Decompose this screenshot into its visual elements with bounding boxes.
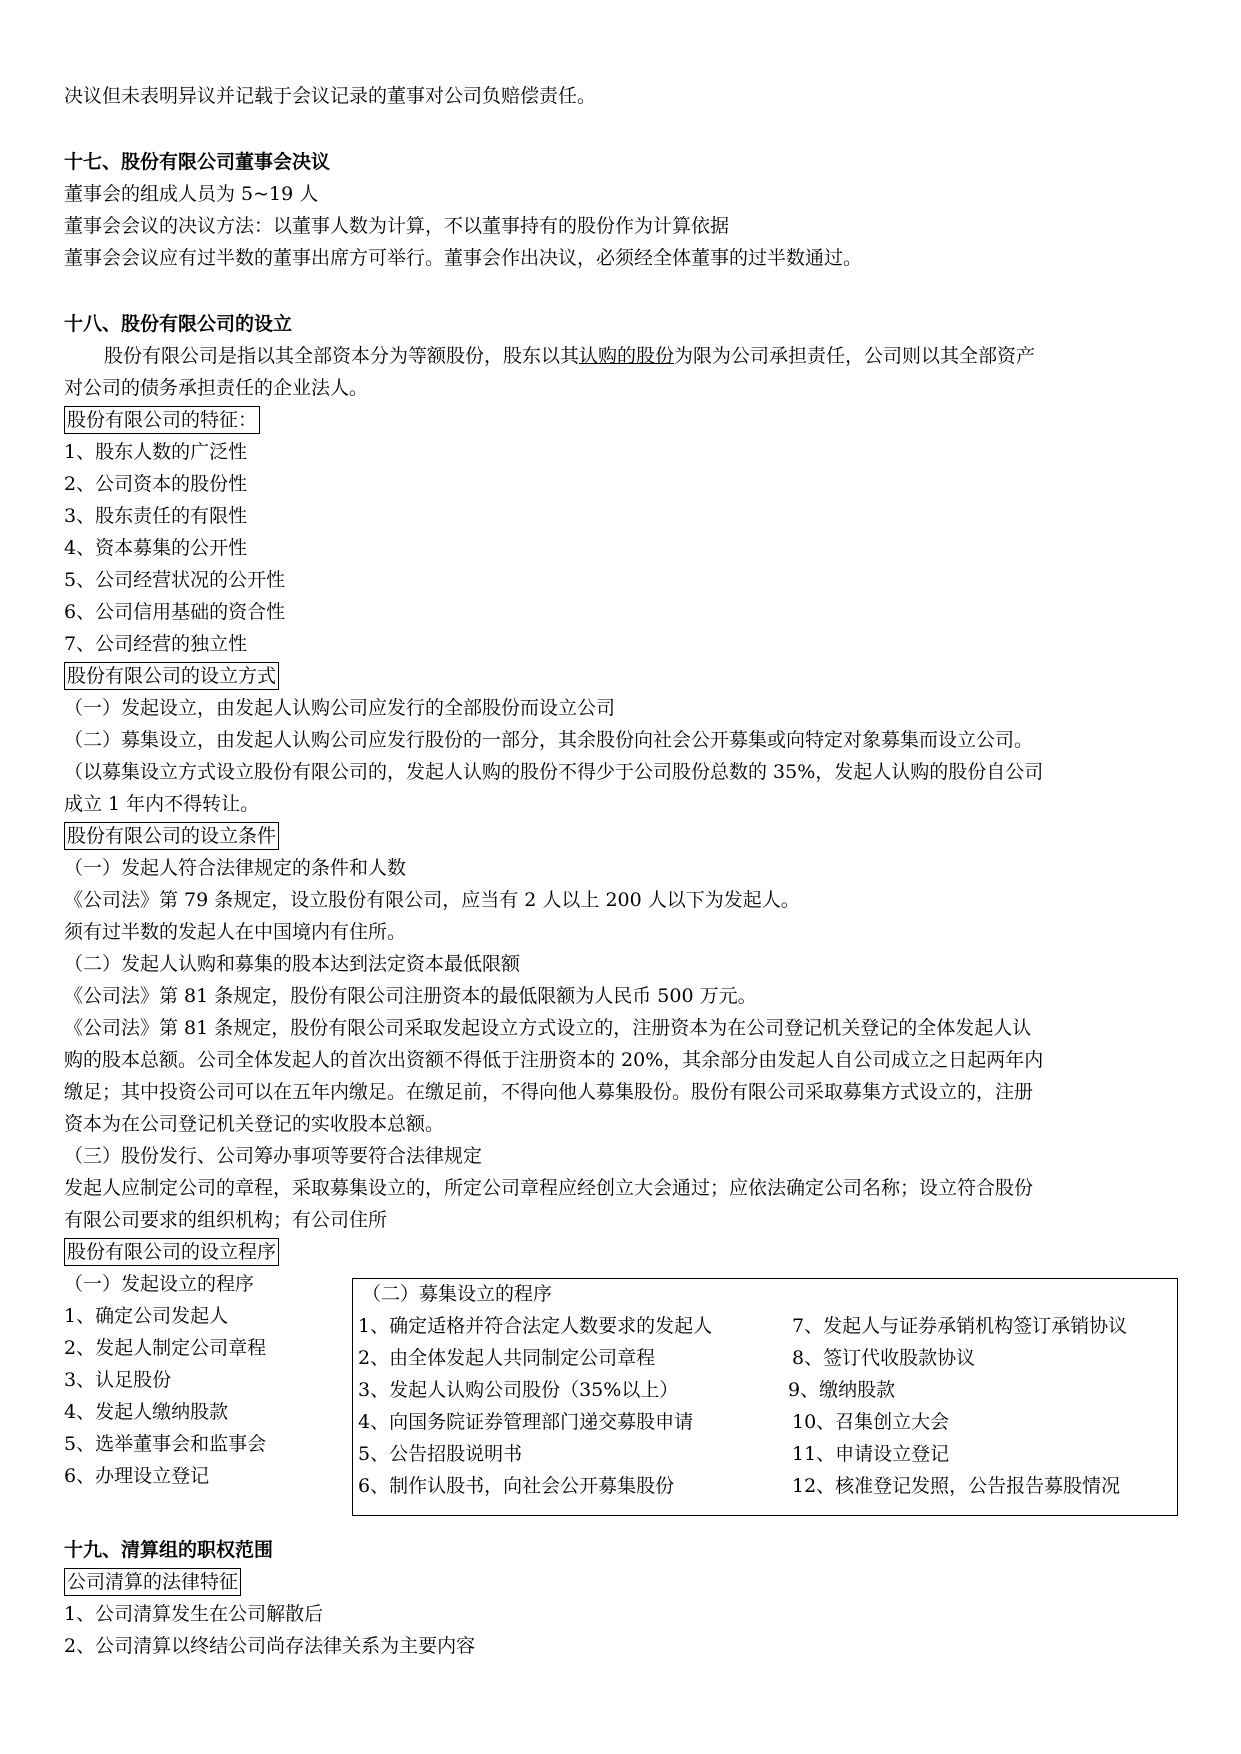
- s18-definition-line-1: [104, 344, 1035, 368]
- condition-line: 有限公司要求的组织机构；有公司住所: [64, 1209, 388, 1231]
- offering-procedure-title: （二）募集设立的程序: [362, 1283, 553, 1305]
- offering-step: 1、确定适格并符合法定人数要求的发起人: [358, 1315, 713, 1337]
- feature-item: 2、公司资本的股份性: [64, 473, 248, 495]
- feature-item: 1、股东人数的广泛性: [64, 441, 248, 463]
- offering-step: 6、制作认股书，向社会公开募集股份: [358, 1475, 675, 1497]
- condition-line: 《公司法》第 81 条规定，股份有限公司注册资本的最低限额为人民币 500 万元。: [64, 985, 757, 1007]
- section-19-heading: 十九、清算组的职权范围: [64, 1539, 274, 1561]
- method-line: （一）发起设立，由发起人认购公司应发行的全部股份而设立公司: [64, 697, 616, 719]
- feature-item: 4、资本募集的公开性: [64, 537, 248, 559]
- procedure-title: [64, 1238, 279, 1266]
- liquidation-item: 1、公司清算发生在公司解散后: [64, 1603, 324, 1625]
- methods-title: [64, 662, 279, 690]
- offering-step: 11、申请设立登记: [792, 1443, 950, 1465]
- s17-line: 董事会的组成人员为 5~19 人: [64, 183, 319, 205]
- promotion-procedure-title: （一）发起设立的程序: [64, 1273, 255, 1295]
- feature-item: 5、公司经营状况的公开性: [64, 569, 286, 591]
- condition-line: （二）发起人认购和募集的股本达到法定资本最低限额: [64, 953, 521, 975]
- promotion-step: 4、发起人缴纳股款: [64, 1401, 229, 1423]
- condition-line: 购的股本总额。公司全体发起人的首次出资额不得低于注册资本的 20%，其余部分由发起人自公司成立之日起两年内: [64, 1049, 1044, 1071]
- s17-line: 董事会会议应有过半数的董事出席方可举行。董事会作出决议，必须经全体董事的过半数通过。: [64, 247, 863, 269]
- condition-line: 《公司法》第 81 条规定，股份有限公司采取发起设立方式设立的，注册资本为在公司登记机关登记的全体发起人认: [64, 1017, 1032, 1039]
- promotion-step: 6、办理设立登记: [64, 1465, 210, 1487]
- def-text-a: 股份有限公司是指以其全部资本分为等额股份，股东以其: [104, 345, 580, 367]
- condition-line: 资本为在公司登记机关登记的实收股本总额。: [64, 1113, 445, 1135]
- features-title-box: 股份有限公司的特征：: [64, 406, 260, 434]
- method-line: 成立 1 年内不得转让。: [64, 793, 260, 815]
- feature-item: 7、公司经营的独立性: [64, 633, 248, 655]
- offering-step: 4、向国务院证券管理部门递交募股申请: [358, 1411, 694, 1433]
- section-18-heading: 十八、股份有限公司的设立: [64, 313, 293, 335]
- offering-step: 5、公告招股说明书: [358, 1443, 523, 1465]
- liquidation-title-box: 公司清算的法律特征: [64, 1568, 241, 1596]
- procedure-title-box: 股份有限公司的设立程序: [64, 1238, 279, 1266]
- promotion-step: 5、选举董事会和监事会: [64, 1433, 267, 1455]
- offering-step: 12、核准登记发照，公告报告募股情况: [792, 1475, 1121, 1497]
- condition-line: （一）发起人符合法律规定的条件和人数: [64, 857, 407, 879]
- offering-step: 10、召集创立大会: [792, 1411, 950, 1433]
- offering-step: 9、缴纳股款: [788, 1379, 896, 1401]
- section-17-heading: 十七、股份有限公司董事会决议: [64, 151, 331, 173]
- promotion-step: 1、确定公司发起人: [64, 1305, 229, 1327]
- liquidation-item: 2、公司清算以终结公司尚存法律关系为主要内容: [64, 1635, 476, 1657]
- feature-item: 6、公司信用基础的资合性: [64, 601, 286, 623]
- offering-step: 8、签订代收股款协议: [792, 1347, 976, 1369]
- offering-step: 7、发起人与证券承销机构签订承销协议: [792, 1315, 1128, 1337]
- features-title: [64, 406, 260, 434]
- condition-line: 《公司法》第 79 条规定，设立股份有限公司，应当有 2 人以上 200 人以下为发起人。: [64, 889, 800, 911]
- offering-step: 2、由全体发起人共同制定公司章程: [358, 1347, 656, 1369]
- conditions-title-box: 股份有限公司的设立条件: [64, 822, 279, 850]
- feature-item: 3、股东责任的有限性: [64, 505, 248, 527]
- s17-line: 董事会会议的决议方法：以董事人数为计算，不以董事持有的股份作为计算依据: [64, 215, 730, 237]
- condition-line: 缴足；其中投资公司可以在五年内缴足。在缴足前，不得向他人募集股份。股份有限公司采取募集方式设立的，注册: [64, 1081, 1034, 1103]
- offering-step: 3、发起人认购公司股份（35%以上）: [358, 1379, 679, 1401]
- method-line: （二）募集设立，由发起人认购公司应发行股份的一部分，其余股份向社会公开募集或向特定对象募集而设立公司。: [64, 729, 1034, 751]
- def-underlined-text: 认购的股份: [579, 345, 675, 367]
- liquidation-title: [64, 1568, 241, 1596]
- condition-line: 发起人应制定公司的章程，采取募集设立的，所定公司章程应经创立大会通过；应依法确定公司名称；设立符合股份: [64, 1177, 1034, 1199]
- intro-line: 决议但未表明异议并记载于会议记录的董事对公司负赔偿责任。: [64, 85, 597, 107]
- promotion-step: 3、认足股份: [64, 1369, 172, 1391]
- promotion-step: 2、发起人制定公司章程: [64, 1337, 267, 1359]
- conditions-title: [64, 822, 279, 850]
- def-text-b: 为限为公司承担责任，公司则以其全部资产: [674, 345, 1036, 367]
- condition-line: （三）股份发行、公司筹办事项等要符合法律规定: [64, 1145, 483, 1167]
- condition-line: 须有过半数的发起人在中国境内有住所。: [64, 921, 407, 943]
- method-line: （以募集设立方式设立股份有限公司的，发起人认购的股份不得少于公司股份总数的 35%，发起人认购的股份自公司: [64, 761, 1044, 783]
- methods-title-box: 股份有限公司的设立方式: [64, 662, 279, 690]
- s18-definition-line-2: 对公司的债务承担责任的企业法人。: [64, 377, 369, 399]
